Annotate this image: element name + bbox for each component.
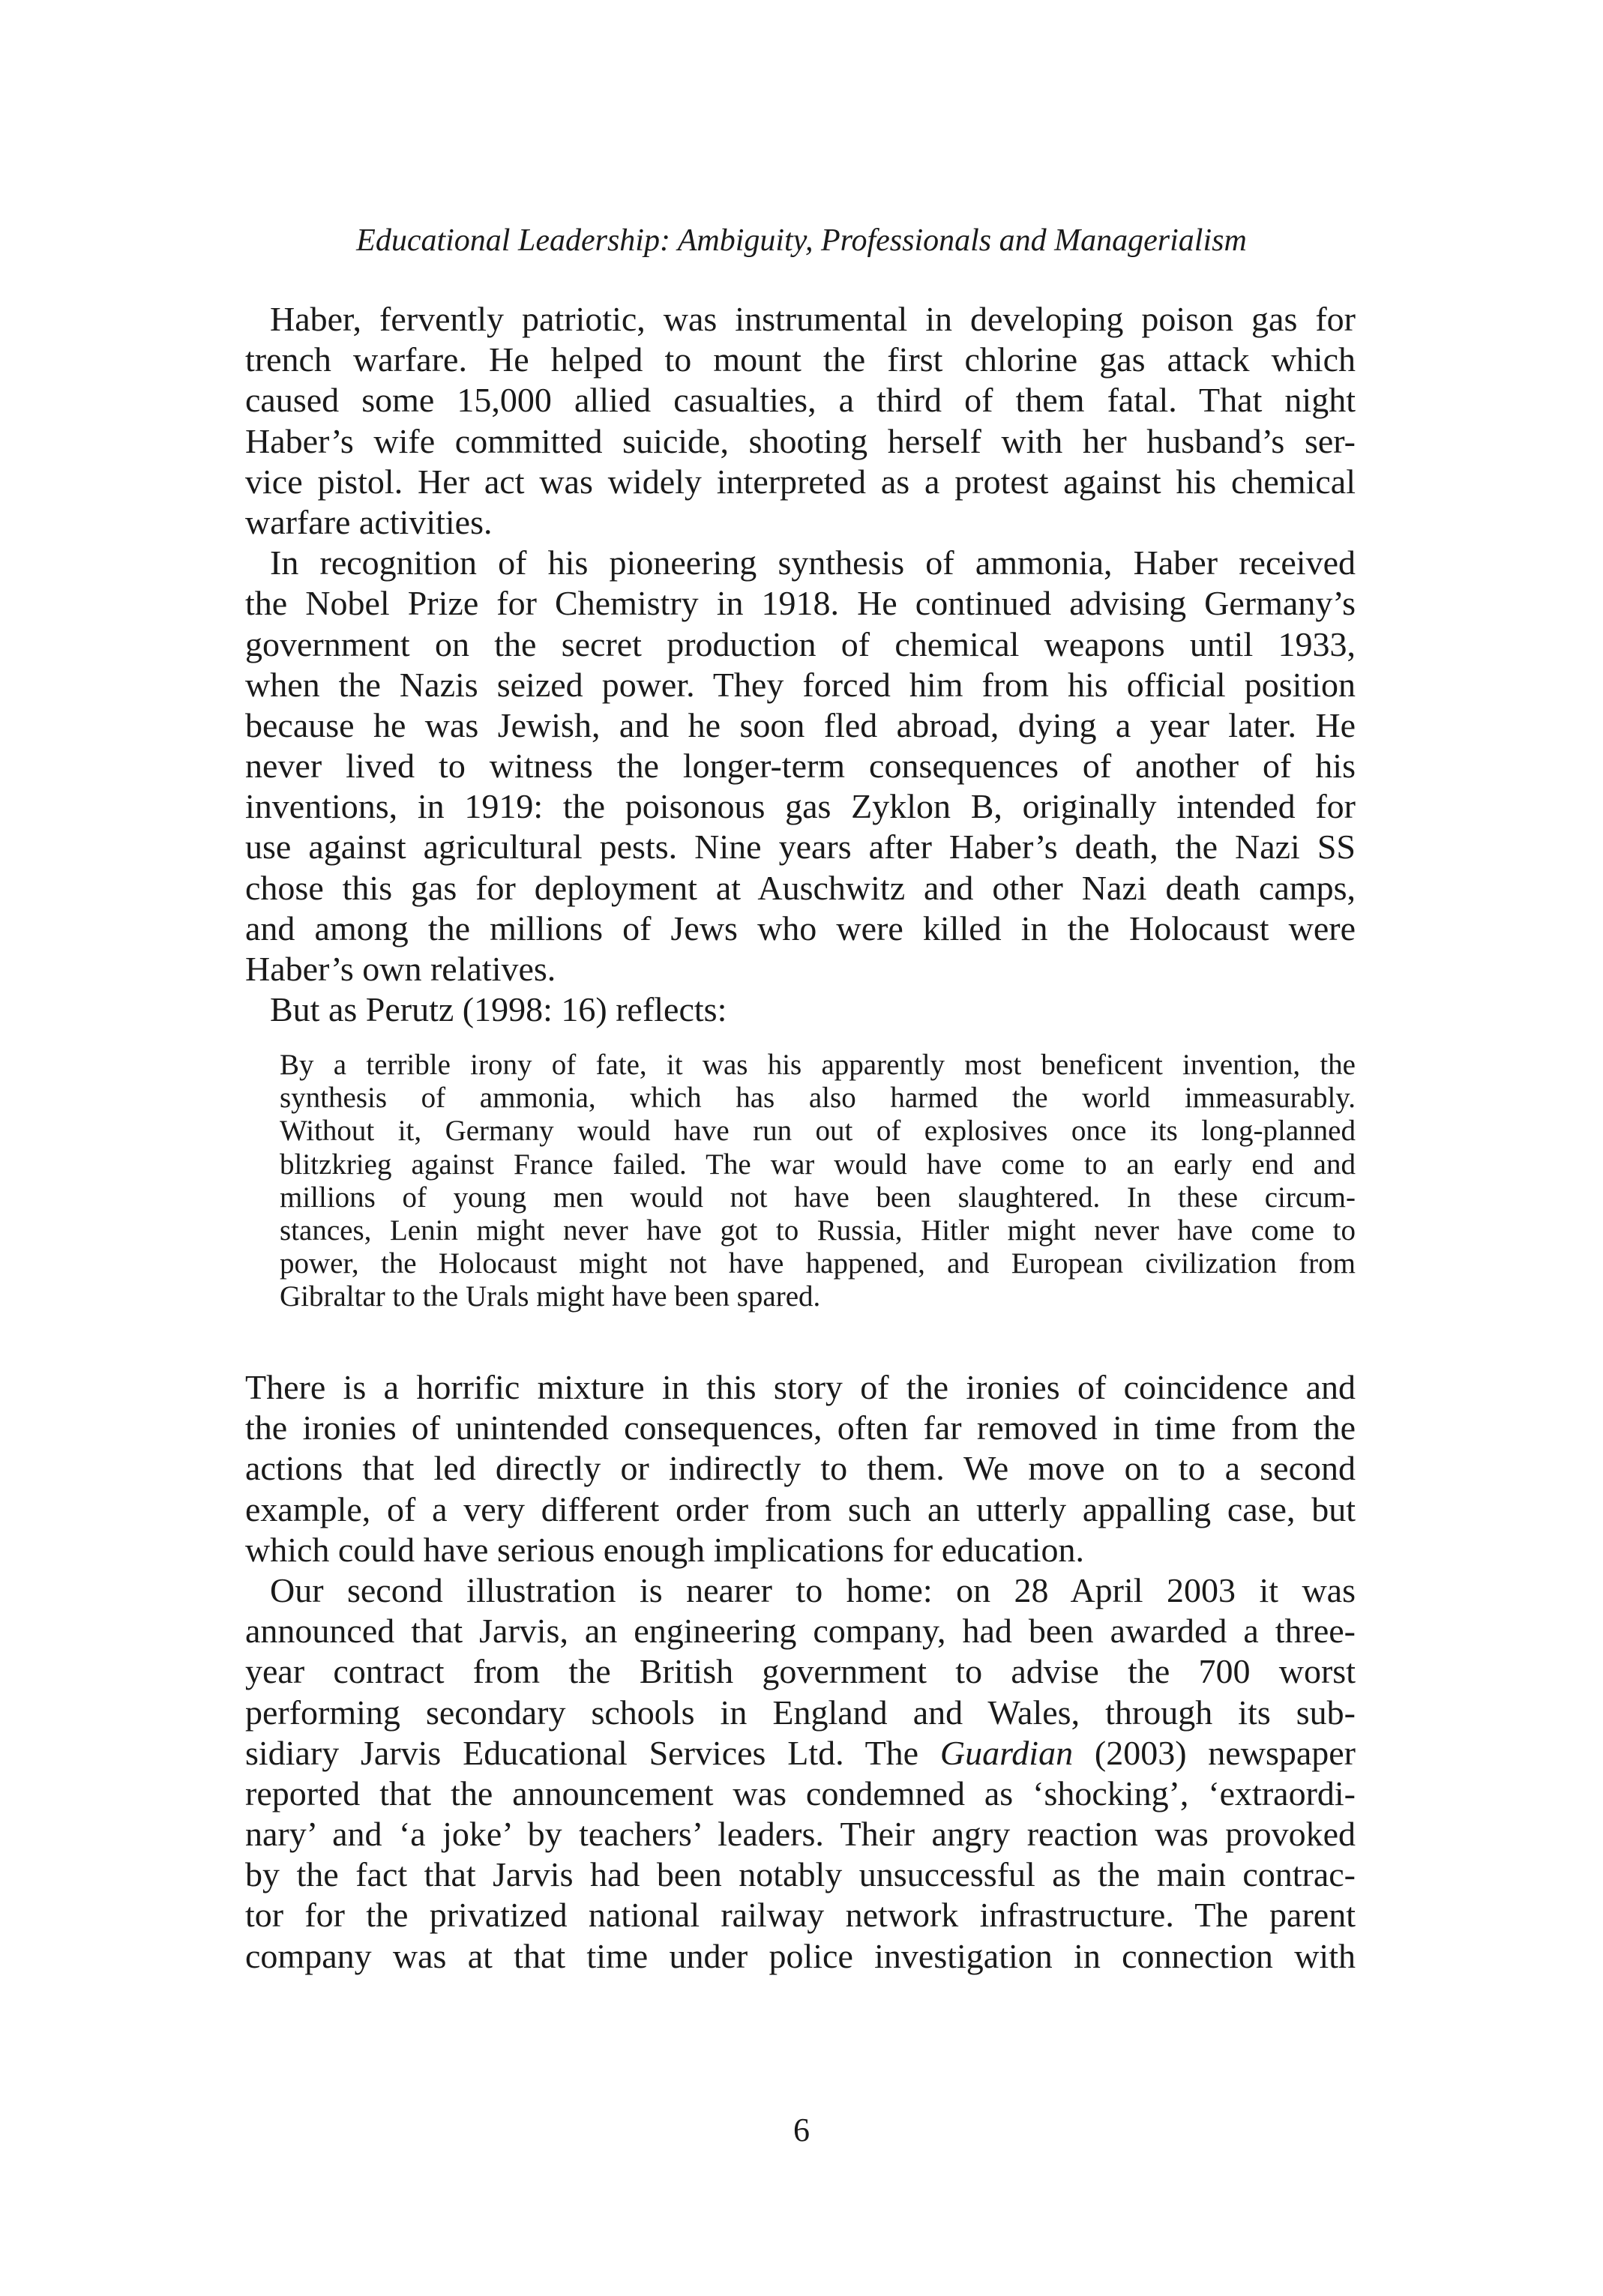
text-segment: by the fact that Jarvis had been notably unsuccessful as the main contrac- <box>245 1855 1356 1894</box>
text-segment: caused some 15,000 allied casualties, a third of them fatal. That night <box>245 381 1356 420</box>
text-line <box>245 1854 1356 1895</box>
text-line <box>245 1408 1356 1448</box>
italic-title: Guardian <box>939 1733 1074 1772</box>
text-line <box>245 1530 1356 1570</box>
text-line <box>245 462 1356 502</box>
text-segment: company was at that time under police investigation in connection with <box>245 1936 1356 1975</box>
text-segment: and among the millions of Jews who were killed in the Holocaust were <box>245 909 1356 947</box>
text-line <box>245 868 1356 909</box>
text-segment: vice pistol. Her act was widely interpreted as a protest against his chemical <box>245 462 1356 501</box>
text-segment: announced that Jarvis, an engineering company, had been awarded a three- <box>245 1612 1356 1651</box>
text-line <box>245 421 1356 462</box>
text-line <box>280 1214 1356 1247</box>
body-text-block-1 <box>245 299 1356 1030</box>
text-line <box>245 746 1356 786</box>
text-segment: chose this gas for deployment at Auschwitz and other Nazi death camps, <box>245 868 1356 907</box>
text-segment: Haber’s own relatives. <box>245 950 556 988</box>
text-segment: nary’ and ‘a joke’ by teachers’ leaders. Their angry reaction was provoked <box>245 1815 1356 1854</box>
text-segment: power, the Holocaust might not have happened, and European civilization from <box>280 1247 1356 1280</box>
text-line <box>245 909 1356 949</box>
text-line <box>280 1247 1356 1280</box>
text-segment: tor for the privatized national railway network infrastructure. The parent <box>245 1896 1356 1935</box>
text-line <box>245 340 1356 380</box>
text-line <box>280 1082 1356 1115</box>
text-segment: By a terrible irony of fate, it was his apparently most beneficent invention, the <box>280 1049 1356 1081</box>
running-head: Educational Leadership: Ambiguity, Professionals and Managerialism <box>356 223 1247 258</box>
text-line <box>245 624 1356 665</box>
text-segment: There is a horrific mixture in this story of the ironies of coincidence and <box>245 1368 1356 1406</box>
text-segment: warfare activities. <box>245 502 493 541</box>
text-segment: millions of young men would not have been slaughtered. In these circum- <box>280 1181 1356 1214</box>
text-line <box>245 1570 1356 1611</box>
text-line <box>245 1814 1356 1854</box>
text-segment: when the Nazis seized power. They forced him from his official position <box>245 665 1356 704</box>
text-line <box>245 1895 1356 1935</box>
text-line <box>245 786 1356 827</box>
text-segment: which could have serious enough implications for education. <box>245 1530 1085 1569</box>
text-segment: the ironies of unintended consequences, often far removed in time from the <box>245 1408 1356 1447</box>
text-line <box>280 1049 1356 1082</box>
text-segment: reported that the announcement was condemned as ‘shocking’, ‘extraordi- <box>245 1774 1356 1813</box>
text-segment: use against agricultural pests. Nine years after Haber’s death, the Nazi SS <box>245 828 1356 867</box>
text-segment: In recognition of his pioneering synthesis of ammonia, Haber received <box>270 543 1356 582</box>
text-segment: never lived to witness the longer-term consequences of another of his <box>245 747 1356 786</box>
text-line <box>245 1448 1356 1489</box>
text-segment: Without it, Germany would have run out of explosives once its long-planned <box>280 1115 1356 1148</box>
block-quote <box>280 1049 1356 1314</box>
text-segment: because he was Jewish, and he soon fled abroad, dying a year later. He <box>245 705 1356 744</box>
text-line <box>245 1651 1356 1692</box>
text-segment: Gibraltar to the Urals might have been spared. <box>280 1280 821 1313</box>
text-line <box>245 665 1356 705</box>
text-segment: actions that led directly or indirectly to them. We move on to a second <box>245 1449 1356 1488</box>
text-segment: sidiary Jarvis Educational Services Ltd. The <box>245 1733 940 1772</box>
text-line <box>245 1693 1356 1733</box>
text-line <box>245 949 1356 989</box>
text-segment: year contract from the British government to advise the 700 worst <box>245 1652 1356 1691</box>
text-line <box>245 1733 1356 1774</box>
text-segment: inventions, in 1919: the poisonous gas Zyklon B, originally intended for <box>245 787 1356 826</box>
text-line <box>245 1936 1356 1977</box>
text-segment: government on the secret production of chemical weapons until 1933, <box>245 624 1356 663</box>
text-segment: (2003) newspaper <box>1073 1733 1356 1772</box>
text-segment: trench warfare. He helped to mount the first chlorine gas attack which <box>245 340 1356 379</box>
text-segment: blitzkrieg against France failed. The war would have come to an early end and <box>280 1148 1356 1181</box>
text-line <box>245 583 1356 624</box>
text-segment: stances, Lenin might never have got to Russia, Hitler might never have come to <box>280 1214 1356 1247</box>
text-segment: the Nobel Prize for Chemistry in 1918. He continued advising Germany’s <box>245 584 1356 623</box>
text-line <box>280 1115 1356 1148</box>
text-line <box>245 1367 1356 1408</box>
page-number: 6 <box>793 2112 810 2148</box>
text-segment: But as Perutz (1998: 16) reflects: <box>270 990 727 1029</box>
text-line <box>245 827 1356 867</box>
text-line <box>245 705 1356 746</box>
text-segment: Our second illustration is nearer to home: on 28 April 2003 it was <box>270 1570 1356 1609</box>
text-line <box>245 989 1356 1030</box>
text-segment: synthesis of ammonia, which has also harmed the world immeasurably. <box>280 1082 1356 1115</box>
text-line <box>280 1181 1356 1214</box>
text-line <box>245 1489 1356 1530</box>
text-line <box>245 1774 1356 1814</box>
text-line <box>245 543 1356 583</box>
text-line <box>280 1280 1356 1313</box>
text-segment: Haber’s wife committed suicide, shooting herself with her husband’s ser- <box>245 421 1356 460</box>
text-line <box>245 380 1356 421</box>
text-line <box>280 1148 1356 1181</box>
body-text-block-2 <box>245 1367 1356 1977</box>
text-line <box>245 1611 1356 1651</box>
text-segment: performing secondary schools in England and Wales, through its sub- <box>245 1693 1356 1732</box>
text-segment: example, of a very different order from such an utterly appalling case, but <box>245 1489 1356 1528</box>
text-segment: Haber, fervently patriotic, was instrumental in developing poison gas for <box>270 300 1356 338</box>
text-line <box>245 502 1356 543</box>
text-line <box>245 299 1356 340</box>
